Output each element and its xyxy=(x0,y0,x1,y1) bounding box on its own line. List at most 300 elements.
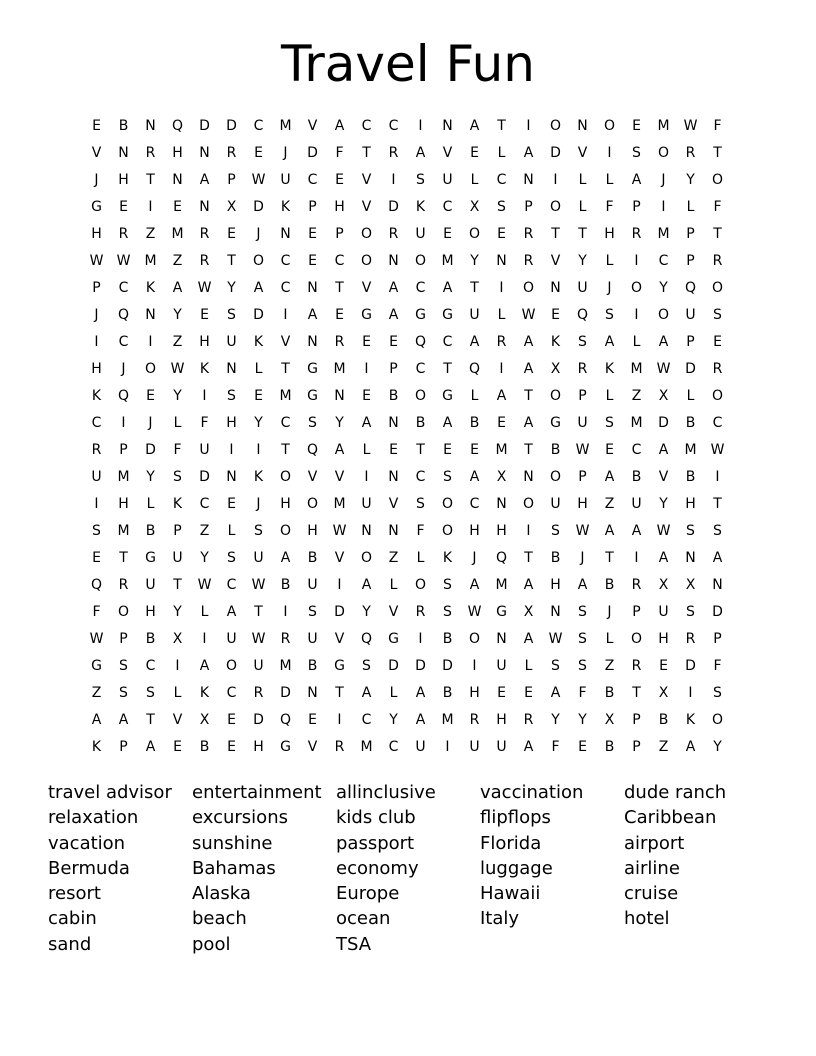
grid-letter[interactable]: Y xyxy=(362,603,371,620)
grid-letter[interactable]: B xyxy=(631,468,642,485)
grid-letter[interactable]: Y xyxy=(146,468,155,485)
grid-letter[interactable]: A xyxy=(307,306,318,323)
grid-letter[interactable]: E xyxy=(497,414,506,431)
grid-letter[interactable]: C xyxy=(334,252,345,269)
grid-letter[interactable]: R xyxy=(388,144,399,161)
grid-letter[interactable]: S xyxy=(578,603,587,620)
grid-letter[interactable]: O xyxy=(306,495,319,512)
grid-letter[interactable]: N xyxy=(388,468,399,485)
grid-letter[interactable]: U xyxy=(307,630,318,647)
grid-letter[interactable]: S xyxy=(308,603,317,620)
grid-letter[interactable]: P xyxy=(578,387,587,404)
grid-letter[interactable]: A xyxy=(172,279,183,296)
grid-letter[interactable]: C xyxy=(496,171,507,188)
grid-letter[interactable]: R xyxy=(523,252,534,269)
grid-letter[interactable]: F xyxy=(173,441,182,458)
grid-letter[interactable]: Y xyxy=(389,711,398,728)
grid-letter[interactable]: E xyxy=(362,333,371,350)
grid-letter[interactable]: E xyxy=(470,441,479,458)
grid-letter[interactable]: A xyxy=(469,333,480,350)
grid-letter[interactable]: B xyxy=(145,630,156,647)
grid-letter[interactable]: T xyxy=(713,225,722,242)
grid-letter[interactable]: R xyxy=(118,576,129,593)
grid-letter[interactable]: A xyxy=(685,738,696,755)
grid-letter[interactable]: E xyxy=(92,549,101,566)
grid-letter[interactable]: H xyxy=(685,495,696,512)
grid-letter[interactable]: Y xyxy=(578,252,587,269)
grid-letter[interactable]: U xyxy=(496,738,507,755)
grid-letter[interactable]: A xyxy=(145,738,156,755)
grid-letter[interactable]: V xyxy=(388,603,399,620)
grid-letter[interactable]: Y xyxy=(254,414,263,431)
grid-letter[interactable]: R xyxy=(631,225,642,242)
grid-letter[interactable]: H xyxy=(280,495,291,512)
grid-letter[interactable]: E xyxy=(227,495,236,512)
grid-letter[interactable]: M xyxy=(360,738,373,755)
grid-letter[interactable]: U xyxy=(199,441,210,458)
grid-letter[interactable]: E xyxy=(632,117,641,134)
grid-letter[interactable]: E xyxy=(335,171,344,188)
grid-letter[interactable]: K xyxy=(280,198,291,215)
grid-letter[interactable]: E xyxy=(146,387,155,404)
grid-letter[interactable]: C xyxy=(361,117,372,134)
grid-letter[interactable]: H xyxy=(145,603,156,620)
grid-letter[interactable]: N xyxy=(523,468,534,485)
grid-letter[interactable]: S xyxy=(713,522,722,539)
grid-letter[interactable]: B xyxy=(442,684,453,701)
grid-letter[interactable]: N xyxy=(280,225,291,242)
grid-letter[interactable]: U xyxy=(577,279,588,296)
grid-letter[interactable]: I xyxy=(283,603,288,620)
grid-letter[interactable]: A xyxy=(550,684,561,701)
grid-letter[interactable]: U xyxy=(226,333,237,350)
grid-letter[interactable]: F xyxy=(713,657,722,674)
grid-letter[interactable]: A xyxy=(415,711,426,728)
grid-letter[interactable]: V xyxy=(334,468,345,485)
grid-letter[interactable]: O xyxy=(711,387,724,404)
grid-letter[interactable]: I xyxy=(256,441,261,458)
grid-letter[interactable]: E xyxy=(308,252,317,269)
grid-letter[interactable]: Q xyxy=(576,306,589,323)
grid-letter[interactable]: A xyxy=(631,171,642,188)
grid-letter[interactable]: D xyxy=(550,144,561,161)
grid-letter[interactable]: O xyxy=(711,279,724,296)
grid-letter[interactable]: T xyxy=(632,684,641,701)
grid-letter[interactable]: L xyxy=(605,171,614,188)
grid-letter[interactable]: K xyxy=(604,360,615,377)
grid-letter[interactable]: M xyxy=(117,468,130,485)
grid-letter[interactable]: N xyxy=(172,171,183,188)
grid-letter[interactable]: S xyxy=(497,198,506,215)
grid-letter[interactable]: D xyxy=(253,198,264,215)
grid-letter[interactable]: G xyxy=(334,657,345,674)
grid-letter[interactable]: A xyxy=(658,441,669,458)
grid-letter[interactable]: I xyxy=(661,198,666,215)
grid-letter[interactable]: I xyxy=(715,468,720,485)
grid-letter[interactable]: J xyxy=(121,360,126,377)
grid-letter[interactable]: M xyxy=(657,117,670,134)
grid-letter[interactable]: I xyxy=(553,171,558,188)
grid-letter[interactable]: C xyxy=(388,738,399,755)
grid-letter[interactable]: T xyxy=(335,279,344,296)
grid-letter[interactable]: O xyxy=(549,468,562,485)
grid-letter[interactable]: B xyxy=(415,414,426,431)
grid-letter[interactable]: W xyxy=(521,306,536,323)
grid-letter[interactable]: W xyxy=(89,252,104,269)
grid-letter[interactable]: R xyxy=(496,333,507,350)
grid-letter[interactable]: X xyxy=(658,576,669,593)
grid-letter[interactable]: M xyxy=(630,414,643,431)
grid-letter[interactable]: N xyxy=(307,279,318,296)
grid-letter[interactable]: K xyxy=(442,549,453,566)
grid-letter[interactable]: O xyxy=(468,630,481,647)
grid-letter[interactable]: B xyxy=(550,549,561,566)
grid-letter[interactable]: S xyxy=(443,603,452,620)
grid-letter[interactable]: X xyxy=(658,684,669,701)
grid-letter[interactable]: I xyxy=(337,576,342,593)
grid-letter[interactable]: A xyxy=(604,468,615,485)
grid-letter[interactable]: J xyxy=(661,171,666,188)
grid-letter[interactable]: I xyxy=(202,387,207,404)
grid-letter[interactable]: I xyxy=(607,144,612,161)
grid-letter[interactable]: E xyxy=(443,441,452,458)
grid-letter[interactable]: Z xyxy=(658,738,669,755)
grid-letter[interactable]: L xyxy=(497,306,506,323)
grid-letter[interactable]: E xyxy=(497,225,506,242)
grid-letter[interactable]: L xyxy=(605,252,614,269)
grid-letter[interactable]: H xyxy=(658,630,669,647)
grid-letter[interactable]: D xyxy=(280,684,291,701)
grid-letter[interactable]: F xyxy=(416,522,425,539)
grid-letter[interactable]: B xyxy=(199,738,210,755)
grid-letter[interactable]: B xyxy=(442,630,453,647)
grid-letter[interactable]: V xyxy=(334,549,345,566)
grid-letter[interactable]: M xyxy=(657,225,670,242)
grid-letter[interactable]: N xyxy=(388,252,399,269)
grid-letter[interactable]: N xyxy=(442,117,453,134)
grid-letter[interactable]: C xyxy=(442,333,453,350)
grid-letter[interactable]: O xyxy=(549,387,562,404)
grid-letter[interactable]: I xyxy=(526,117,531,134)
grid-letter[interactable]: F xyxy=(605,198,614,215)
grid-letter[interactable]: I xyxy=(688,684,693,701)
grid-letter[interactable]: E xyxy=(605,441,614,458)
grid-letter[interactable]: V xyxy=(172,711,183,728)
grid-letter[interactable]: P xyxy=(524,198,533,215)
grid-letter[interactable]: Y xyxy=(173,387,182,404)
grid-letter[interactable]: N xyxy=(388,522,399,539)
grid-letter[interactable]: H xyxy=(307,522,318,539)
grid-letter[interactable]: A xyxy=(523,333,534,350)
grid-letter[interactable]: P xyxy=(119,738,128,755)
grid-letter[interactable]: T xyxy=(551,225,560,242)
grid-letter[interactable]: O xyxy=(414,252,427,269)
grid-letter[interactable]: L xyxy=(470,387,479,404)
grid-letter[interactable]: O xyxy=(225,657,238,674)
grid-letter[interactable]: P xyxy=(227,171,236,188)
grid-letter[interactable]: M xyxy=(333,360,346,377)
grid-letter[interactable]: T xyxy=(146,171,155,188)
grid-letter[interactable]: Z xyxy=(199,522,210,539)
grid-letter[interactable]: P xyxy=(632,711,641,728)
grid-letter[interactable]: P xyxy=(119,441,128,458)
grid-letter[interactable]: I xyxy=(337,711,342,728)
grid-letter[interactable]: L xyxy=(389,684,398,701)
grid-letter[interactable]: G xyxy=(91,657,102,674)
grid-letter[interactable]: P xyxy=(92,279,101,296)
grid-letter[interactable]: A xyxy=(496,387,507,404)
grid-letter[interactable]: Y xyxy=(173,603,182,620)
grid-letter[interactable]: M xyxy=(630,360,643,377)
grid-letter[interactable]: T xyxy=(713,495,722,512)
grid-letter[interactable]: G xyxy=(307,360,318,377)
grid-letter[interactable]: G xyxy=(442,306,453,323)
grid-letter[interactable]: N xyxy=(496,495,507,512)
grid-letter[interactable]: T xyxy=(254,603,263,620)
grid-letter[interactable]: R xyxy=(118,225,129,242)
grid-letter[interactable]: O xyxy=(360,252,373,269)
grid-letter[interactable]: V xyxy=(91,144,102,161)
grid-letter[interactable]: B xyxy=(118,117,129,134)
grid-letter[interactable]: O xyxy=(117,603,130,620)
grid-letter[interactable]: W xyxy=(89,630,104,647)
grid-letter[interactable]: T xyxy=(227,252,236,269)
grid-letter[interactable]: A xyxy=(253,279,264,296)
grid-letter[interactable]: O xyxy=(522,495,535,512)
grid-letter[interactable]: N xyxy=(334,387,345,404)
grid-letter[interactable]: C xyxy=(388,117,399,134)
grid-letter[interactable]: W xyxy=(467,603,482,620)
grid-letter[interactable]: S xyxy=(119,684,128,701)
grid-letter[interactable]: X xyxy=(523,603,534,620)
grid-letter[interactable]: I xyxy=(148,333,153,350)
grid-letter[interactable]: I xyxy=(418,630,423,647)
grid-letter[interactable]: S xyxy=(686,603,695,620)
grid-letter[interactable]: H xyxy=(577,495,588,512)
grid-letter[interactable]: O xyxy=(711,171,724,188)
grid-letter[interactable]: H xyxy=(604,225,615,242)
grid-letter[interactable]: V xyxy=(361,171,372,188)
grid-letter[interactable]: Q xyxy=(306,441,319,458)
grid-letter[interactable]: A xyxy=(388,306,399,323)
grid-letter[interactable]: L xyxy=(632,333,641,350)
grid-letter[interactable]: M xyxy=(333,495,346,512)
grid-letter[interactable]: B xyxy=(550,441,561,458)
grid-letter[interactable]: C xyxy=(145,657,156,674)
grid-letter[interactable]: A xyxy=(523,360,534,377)
grid-letter[interactable]: R xyxy=(199,225,210,242)
grid-letter[interactable]: S xyxy=(119,657,128,674)
grid-letter[interactable]: B xyxy=(658,711,669,728)
grid-letter[interactable]: C xyxy=(118,333,129,350)
grid-letter[interactable]: R xyxy=(91,441,102,458)
grid-letter[interactable]: V xyxy=(307,117,318,134)
grid-letter[interactable]: G xyxy=(388,630,399,647)
grid-letter[interactable]: I xyxy=(283,306,288,323)
grid-letter[interactable]: L xyxy=(416,549,425,566)
grid-letter[interactable]: A xyxy=(280,549,291,566)
grid-letter[interactable]: C xyxy=(415,468,426,485)
grid-letter[interactable]: P xyxy=(632,603,641,620)
grid-letter[interactable]: I xyxy=(445,738,450,755)
grid-letter[interactable]: E xyxy=(254,144,263,161)
grid-letter[interactable]: A xyxy=(523,144,534,161)
grid-letter[interactable]: C xyxy=(91,414,102,431)
grid-letter[interactable]: C xyxy=(226,684,237,701)
grid-letter[interactable]: H xyxy=(172,144,183,161)
grid-letter[interactable]: N xyxy=(118,144,129,161)
grid-letter[interactable]: B xyxy=(307,549,318,566)
grid-letter[interactable]: A xyxy=(523,630,534,647)
grid-letter[interactable]: N xyxy=(226,360,237,377)
grid-letter[interactable]: S xyxy=(254,522,263,539)
grid-letter[interactable]: Y xyxy=(578,711,587,728)
grid-letter[interactable]: R xyxy=(334,738,345,755)
grid-letter[interactable]: S xyxy=(227,306,236,323)
grid-letter[interactable]: L xyxy=(470,171,479,188)
grid-letter[interactable]: Z xyxy=(631,387,642,404)
grid-letter[interactable]: S xyxy=(551,522,560,539)
grid-letter[interactable]: A xyxy=(469,576,480,593)
grid-letter[interactable]: X xyxy=(550,360,561,377)
grid-letter[interactable]: X xyxy=(172,630,183,647)
grid-letter[interactable]: L xyxy=(254,360,263,377)
grid-letter[interactable]: E xyxy=(578,738,587,755)
grid-letter[interactable]: E xyxy=(254,387,263,404)
grid-letter[interactable]: Y xyxy=(173,306,182,323)
grid-letter[interactable]: O xyxy=(549,117,562,134)
grid-letter[interactable]: I xyxy=(499,360,504,377)
grid-letter[interactable]: O xyxy=(414,576,427,593)
grid-letter[interactable]: A xyxy=(361,576,372,593)
grid-letter[interactable]: B xyxy=(145,522,156,539)
grid-letter[interactable]: C xyxy=(415,360,426,377)
grid-letter[interactable]: G xyxy=(496,603,507,620)
grid-letter[interactable]: V xyxy=(388,495,399,512)
grid-letter[interactable]: L xyxy=(686,198,695,215)
grid-letter[interactable]: P xyxy=(632,198,641,215)
grid-letter[interactable]: W xyxy=(683,117,698,134)
grid-letter[interactable]: S xyxy=(416,171,425,188)
grid-letter[interactable]: W xyxy=(575,441,590,458)
grid-letter[interactable]: E xyxy=(362,387,371,404)
grid-letter[interactable]: R xyxy=(685,630,696,647)
grid-letter[interactable]: Q xyxy=(414,333,427,350)
grid-letter[interactable]: R xyxy=(631,657,642,674)
grid-letter[interactable]: J xyxy=(148,414,153,431)
grid-letter[interactable]: I xyxy=(472,657,477,674)
grid-letter[interactable]: O xyxy=(657,306,670,323)
grid-letter[interactable]: T xyxy=(713,144,722,161)
grid-letter[interactable]: G xyxy=(361,306,372,323)
grid-letter[interactable]: F xyxy=(200,414,209,431)
grid-letter[interactable]: N xyxy=(226,468,237,485)
grid-letter[interactable]: A xyxy=(199,171,210,188)
grid-letter[interactable]: O xyxy=(711,711,724,728)
grid-letter[interactable]: T xyxy=(281,360,290,377)
grid-letter[interactable]: Z xyxy=(145,225,156,242)
grid-letter[interactable]: V xyxy=(550,252,561,269)
grid-letter[interactable]: T xyxy=(524,549,533,566)
grid-letter[interactable]: O xyxy=(441,495,454,512)
grid-letter[interactable]: T xyxy=(497,117,506,134)
grid-letter[interactable]: S xyxy=(308,414,317,431)
grid-letter[interactable]: C xyxy=(199,495,210,512)
grid-letter[interactable]: N xyxy=(199,198,210,215)
grid-letter[interactable]: C xyxy=(307,171,318,188)
grid-letter[interactable]: V xyxy=(442,144,453,161)
grid-letter[interactable]: B xyxy=(685,414,696,431)
grid-letter[interactable]: X xyxy=(496,468,507,485)
grid-letter[interactable]: C xyxy=(469,495,480,512)
grid-letter[interactable]: C xyxy=(253,117,264,134)
grid-letter[interactable]: Y xyxy=(335,414,344,431)
grid-letter[interactable]: T xyxy=(146,711,155,728)
grid-letter[interactable]: A xyxy=(631,522,642,539)
grid-letter[interactable]: A xyxy=(334,117,345,134)
grid-letter[interactable]: J xyxy=(283,144,288,161)
grid-letter[interactable]: W xyxy=(170,360,185,377)
grid-letter[interactable]: E xyxy=(659,657,668,674)
grid-letter[interactable]: D xyxy=(685,657,696,674)
grid-letter[interactable]: U xyxy=(550,495,561,512)
grid-letter[interactable]: S xyxy=(578,630,587,647)
grid-letter[interactable]: B xyxy=(685,468,696,485)
grid-letter[interactable]: H xyxy=(550,576,561,593)
grid-letter[interactable]: E xyxy=(227,738,236,755)
grid-letter[interactable]: C xyxy=(658,252,669,269)
grid-letter[interactable]: C xyxy=(415,279,426,296)
grid-letter[interactable]: P xyxy=(713,630,722,647)
grid-letter[interactable]: G xyxy=(307,387,318,404)
grid-letter[interactable]: R xyxy=(226,144,237,161)
grid-letter[interactable]: U xyxy=(172,549,183,566)
grid-letter[interactable]: Y xyxy=(713,738,722,755)
grid-letter[interactable]: S xyxy=(632,144,641,161)
grid-letter[interactable]: U xyxy=(253,657,264,674)
grid-letter[interactable]: H xyxy=(469,522,480,539)
grid-letter[interactable]: D xyxy=(253,711,264,728)
grid-letter[interactable]: R xyxy=(388,225,399,242)
grid-letter[interactable]: D xyxy=(658,414,669,431)
grid-letter[interactable]: S xyxy=(227,387,236,404)
grid-letter[interactable]: W xyxy=(575,522,590,539)
grid-letter[interactable]: I xyxy=(364,468,369,485)
grid-letter[interactable]: I xyxy=(634,549,639,566)
grid-letter[interactable]: L xyxy=(497,144,506,161)
grid-letter[interactable]: G xyxy=(550,414,561,431)
grid-letter[interactable]: B xyxy=(307,657,318,674)
grid-letter[interactable]: D xyxy=(307,144,318,161)
grid-letter[interactable]: M xyxy=(171,225,184,242)
grid-letter[interactable]: T xyxy=(605,549,614,566)
grid-letter[interactable]: U xyxy=(361,495,372,512)
grid-letter[interactable]: C xyxy=(712,414,723,431)
grid-letter[interactable]: L xyxy=(605,387,614,404)
grid-letter[interactable]: X xyxy=(604,711,615,728)
grid-letter[interactable]: V xyxy=(577,144,588,161)
grid-letter[interactable]: A xyxy=(712,549,723,566)
grid-letter[interactable]: Z xyxy=(388,549,399,566)
grid-letter[interactable]: S xyxy=(416,495,425,512)
grid-letter[interactable]: N xyxy=(712,576,723,593)
grid-letter[interactable]: R xyxy=(631,576,642,593)
grid-letter[interactable]: U xyxy=(577,414,588,431)
grid-letter[interactable]: A xyxy=(226,603,237,620)
grid-letter[interactable]: N xyxy=(577,117,588,134)
grid-letter[interactable]: T xyxy=(524,387,533,404)
grid-letter[interactable]: H xyxy=(496,522,507,539)
